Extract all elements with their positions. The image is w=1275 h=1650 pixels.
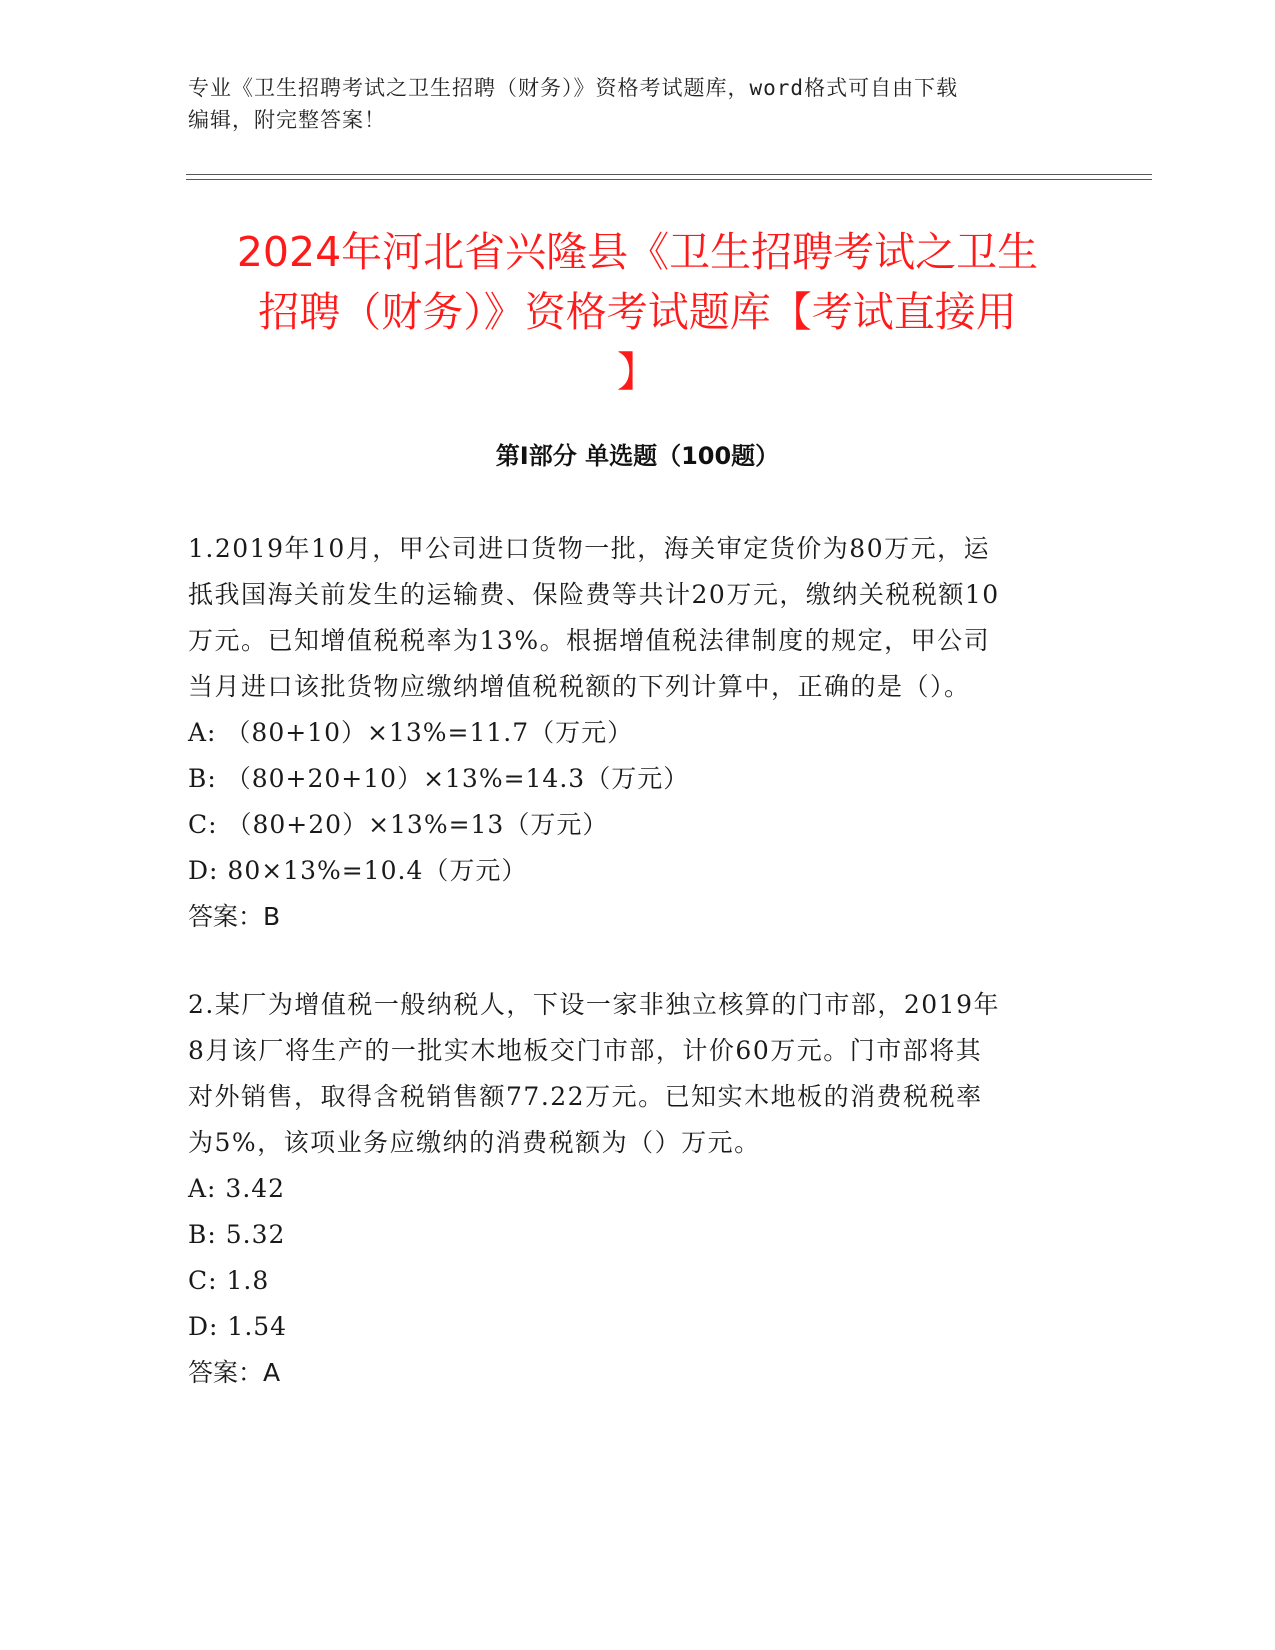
question-1-option-a: A: （80+10）×13%=11.7（万元） bbox=[188, 718, 634, 747]
question-1-stem-line: 万元。已知增值税税率为13%。根据增值税法律制度的规定，甲公司 bbox=[188, 626, 991, 655]
question-2-option-d: D: 1.54 bbox=[188, 1312, 288, 1341]
question-1-stem bbox=[188, 526, 1088, 710]
question-2-option-a: A: 3.42 bbox=[188, 1174, 286, 1203]
section-heading: 第I部分 单选题（100题） bbox=[495, 442, 780, 470]
question-2-stem-line: 2.某厂为增值税一般纳税人，下设一家非独立核算的门市部，2019年 bbox=[188, 990, 1000, 1019]
question-2-stem bbox=[188, 982, 1088, 1166]
question-1-option-c: C: （80+20）×13%=13（万元） bbox=[188, 810, 609, 839]
question-1-option-b: B: （80+20+10）×13%=14.3（万元） bbox=[188, 764, 690, 793]
header-note bbox=[188, 72, 1088, 136]
question-2-answer: 答案：A bbox=[188, 1358, 281, 1387]
document-title bbox=[150, 222, 1125, 402]
question-2-stem-line: 为5%，该项业务应缴纳的消费税额为（）万元。 bbox=[188, 1128, 761, 1157]
question-1-answer: 答案：B bbox=[188, 902, 281, 931]
question-2 bbox=[188, 982, 1088, 1396]
question-1-stem-line: 抵我国海关前发生的运输费、保险费等共计20万元，缴纳关税税额10 bbox=[188, 580, 1000, 609]
document-title-line-1: 2024年河北省兴隆县《卫生招聘考试之卫生 bbox=[236, 228, 1039, 276]
question-1-option-d: D: 80×13%=10.4（万元） bbox=[188, 856, 528, 885]
question-1-stem-line: 1.2019年10月，甲公司进口货物一批，海关审定货价为80万元，运 bbox=[188, 534, 991, 563]
question-2-option-b: B: 5.32 bbox=[188, 1220, 286, 1249]
question-1 bbox=[188, 526, 1088, 940]
question-2-option-c: C: 1.8 bbox=[188, 1266, 270, 1295]
question-1-stem-line: 当月进口该批货物应缴纳增值税税额的下列计算中，正确的是（）。 bbox=[188, 672, 971, 701]
header-divider bbox=[186, 174, 1152, 180]
question-2-stem-line: 对外销售，取得含税销售额77.22万元。已知实木地板的消费税税率 bbox=[188, 1082, 983, 1111]
header-note-line-2: 编辑，附完整答案！ bbox=[188, 108, 386, 132]
document-title-line-3: 】 bbox=[617, 348, 658, 396]
header-note-line-1: 专业《卫生招聘考试之卫生招聘（财务）》资格考试题库，word格式可自由下载 bbox=[188, 76, 959, 100]
document-title-line-2: 招聘（财务）》资格考试题库【考试直接用 bbox=[258, 288, 1017, 336]
question-2-stem-line: 8月该厂将生产的一批实木地板交门市部，计价60万元。门市部将其 bbox=[188, 1036, 983, 1065]
